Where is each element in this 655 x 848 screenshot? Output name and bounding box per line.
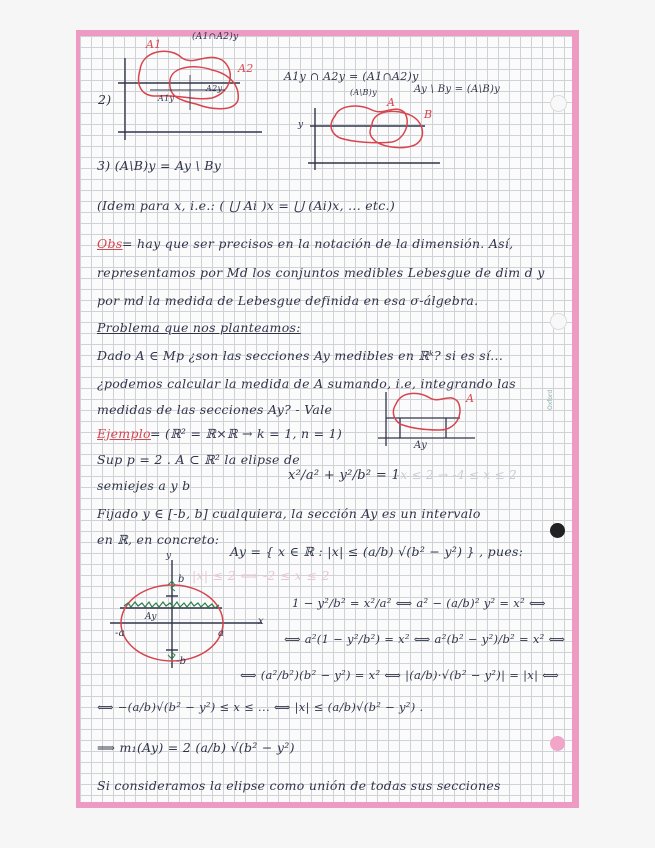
paper-watermark: Oxford	[547, 389, 554, 410]
fig1-label-a2y: A2y	[206, 84, 223, 93]
medidas-line: medidas de las secciones Ay? - Vale	[97, 402, 333, 417]
dado-line: Dado A ∈ Mp ¿son las secciones Ay medibles en ℝᵏ? si es sí...	[97, 348, 504, 363]
problema-heading: Problema que nos planteamos:	[97, 320, 301, 335]
fig2-label-a: A	[387, 96, 396, 109]
obs-line-2: representamos por Md los conjuntos medibles Lebesgue de dim d y	[97, 265, 545, 280]
last-line: Si consideramos la elipse como unión de todas sus secciones	[97, 778, 501, 793]
ay-definition: Ay = { x ∈ ℝ : |x| ≤ (a/b) √(b² − y²) } , pues:	[230, 544, 524, 559]
pink-aside: |x| ≤ 2 ⟺ -2 ≤ x ≤ 2	[192, 568, 330, 583]
fig1-label-a1y: A1y	[158, 94, 175, 103]
ellipse-equation: x²/a² + y²/b² = 1	[288, 468, 401, 483]
fig1-label-a2: A2	[238, 62, 254, 75]
faded-aside: -x ≤ 2 → -4 ≤ x ≤ 2	[396, 468, 517, 482]
derivation-step-4: ⟺ −(a/b)√(b² − y²) ≤ x ≤ ... ⟺ |x| ≤ (a/b)√(b² − y²) .	[97, 700, 424, 714]
ellipse-label-ay: Ay	[145, 612, 157, 622]
item-3: 3) (A\B)y = Ay \ By	[97, 158, 222, 173]
podemos-line: ¿podemos calcular la medida de A sumando, i.e, integrando las	[97, 376, 516, 391]
en-r-line: en ℝ, en concreto:	[97, 532, 220, 547]
ellipse-label-x: x	[258, 616, 264, 627]
ejemplo-heading: Ejemplo	[97, 426, 151, 441]
ellipse-label-minus-b: -b	[176, 656, 187, 667]
derivation-step-2: ⟺ a²(1 − y²/b²) = x² ⟺ a²(b² − y²)/b² = x² ⟺	[284, 632, 566, 646]
sup-line: Sup p = 2 . A ⊂ ℝ² la elipse de	[97, 452, 301, 467]
ellipse-label-minus-a: -a	[115, 628, 125, 639]
derivation-step-1: 1 − y²/b² = x²/a² ⟺ a² − (a/b)² y² = x² ⟺	[292, 596, 546, 610]
item-2-label: 2)	[98, 92, 112, 107]
fig3-label-a: A	[466, 392, 475, 405]
derivation-step-3: ⟺ (a²/b²)(b² − y²) = x² ⟺ |(a/b)·√(b² − y²)| = |x| ⟺	[240, 668, 559, 682]
item-2-formula2: Ay \ By = (A\B)y	[414, 84, 501, 95]
fig3-label-ay: Ay	[414, 440, 428, 451]
semiejes-line: semiejes a y b	[97, 478, 191, 493]
obs-heading: Obs	[97, 236, 123, 251]
measure-result: ⟹ m₁(Ay) = 2 (a/b) √(b² − y²)	[97, 740, 295, 755]
fig2-label-y: y	[298, 120, 304, 130]
item-2-formula: A1y ∩ A2y = (A1∩A2)y	[284, 70, 419, 83]
ejemplo-rest: = (ℝ² = ℝ×ℝ → k = 1, n = 1)	[150, 426, 343, 441]
ellipse-label-a: a	[218, 628, 225, 639]
fig1-label-a1: A1	[146, 38, 162, 51]
obs-line-1: = hay que ser precisos en la notación de la dimensión. Así,	[122, 236, 514, 251]
obs-line-3: por md la medida de Lebesgue definida en esa σ-álgebra.	[97, 293, 479, 308]
ellipse-label-b: b	[178, 574, 185, 585]
fijado-line: Fijado y ∈ [-b, b] cualquiera, la sección Ay es un intervalo	[97, 506, 481, 521]
fig1-label-intersection: (A1∩A2)y	[192, 32, 239, 42]
fig2-label-b: B	[424, 108, 433, 121]
item-2-small: (A\B)y	[350, 88, 377, 97]
idem-line: (Idem para x, i.e.: ( ⋃ Ai )x = ⋃ (Ai)x, ... etc.)	[97, 198, 396, 213]
ellipse-label-y: y	[166, 551, 172, 561]
